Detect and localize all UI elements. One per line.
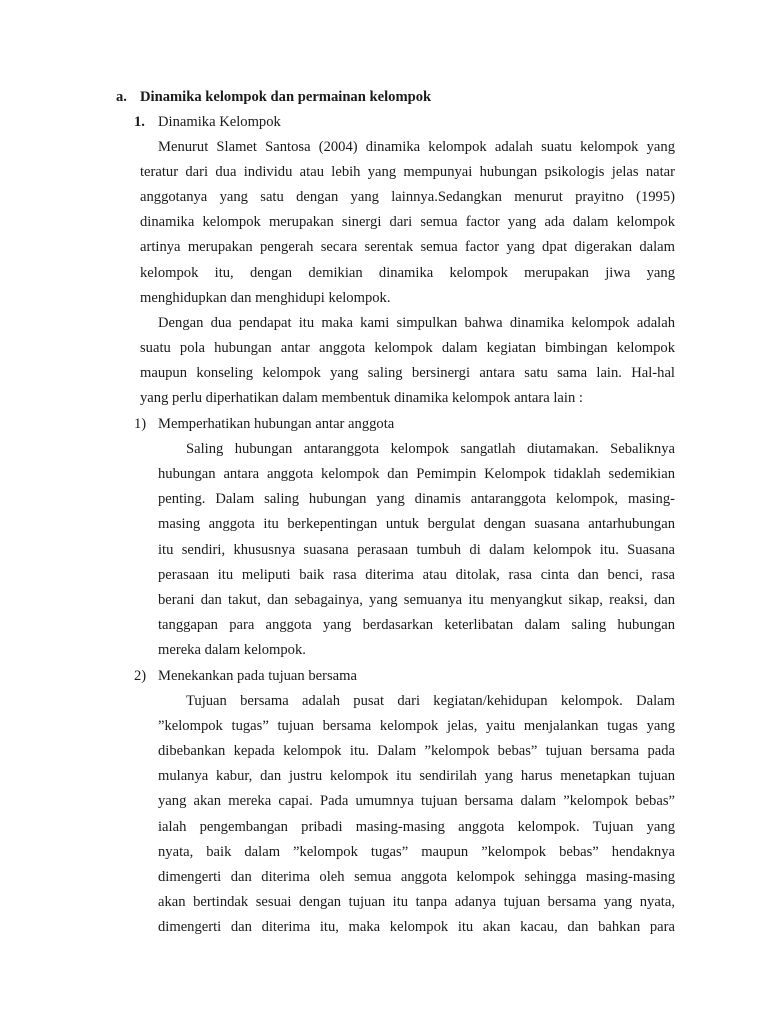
paragraph-line: maupun konseling kelompok yang saling bersinergi antara satu sama lain. Hal-hal	[140, 365, 675, 381]
paragraph-line: yang akan mereka capai. Pada umumnya tujuan bersama dalam ”kelompok bebas”	[158, 793, 675, 809]
paragraph-line: hubungan antara anggota kelompok dan Pemimpin Kelompok tidaklah sedemikian	[158, 466, 675, 482]
paragraph-line: anggotanya yang satu dengan yang lainnya.Sedangkan menurut prayitno (1995)	[140, 189, 675, 205]
paragraph-line: Dengan dua pendapat itu maka kami simpulkan bahwa dinamika kelompok adalah	[158, 315, 675, 331]
paragraph-line: yang perlu diperhatikan dalam membentuk dinamika kelompok antara lain :	[140, 390, 583, 406]
paragraph-line: kelompok itu, dengan demikian dinamika kelompok merupakan jiwa yang	[140, 265, 675, 281]
paragraph-line: itu sendiri, khususnya suasana perasaan tumbuh di dalam kelompok itu. Suasana	[158, 542, 675, 558]
subsection-title: Dinamika Kelompok	[158, 114, 281, 130]
paragraph-line: Menurut Slamet Santosa (2004) dinamika kelompok adalah suatu kelompok yang	[158, 139, 675, 155]
paragraph-line: teratur dari dua individu atau lebih yang mempunyai hubungan psikologis jelas natar	[140, 164, 675, 180]
paragraph-line: dimengerti dan diterima oleh semua anggota kelompok sehingga masing-masing	[158, 869, 675, 885]
paragraph-line: ialah pengembangan pribadi masing-masing anggota kelompok. Tujuan yang	[158, 819, 675, 835]
list-item-marker: 1)	[134, 416, 147, 432]
paragraph-line: nyata, baik dalam ”kelompok tugas” maupun ”kelompok bebas” hendaknya	[158, 844, 675, 860]
paragraph-line: ”kelompok tugas” tujuan bersama kelompok jelas, yaitu menjalankan tugas yang	[158, 718, 675, 734]
paragraph-line: akan bertindak sesuai dengan tujuan itu tanpa adanya tujuan bersama yang nyata,	[158, 894, 675, 910]
paragraph-line: penting. Dalam saling hubungan yang dinamis antaranggota kelompok, masing-	[158, 491, 675, 507]
paragraph-line: perasaan itu meliputi baik rasa diterima atau ditolak, rasa cinta dan benci, rasa	[158, 567, 675, 583]
paragraph-line: mulanya kabur, dan justru kelompok itu sendirilah yang harus menetapkan tujuan	[158, 768, 675, 784]
subsection-marker: 1.	[134, 114, 145, 130]
section-marker: a.	[116, 89, 127, 105]
list-item-title: Memperhatikan hubungan antar anggota	[158, 416, 395, 432]
paragraph-line: Tujuan bersama adalah pusat dari kegiatan/kehidupan kelompok. Dalam	[186, 693, 675, 709]
section-title: Dinamika kelompok dan permainan kelompok	[140, 89, 432, 105]
paragraph-line: masing anggota itu berkepentingan untuk bergulat dengan suasana antarhubungan	[158, 516, 675, 532]
paragraph-line: berani dan takut, dan sebagainya, yang semuanya itu menyangkut sikap, reaksi, dan	[158, 592, 675, 608]
list-item-title: Menekankan pada tujuan bersama	[158, 668, 357, 684]
paragraph-line: dibebankan kepada kelompok itu. Dalam ”kelompok bebas” tujuan bersama pada	[158, 743, 675, 759]
paragraph-line: Saling hubungan antaranggota kelompok sangatlah diutamakan. Sebaliknya	[186, 441, 675, 457]
paragraph-line: artinya merupakan pengerah secara serentak semua factor yang dpat digerakan dalam	[140, 239, 675, 255]
paragraph-line: menghidupkan dan menghidupi kelompok.	[140, 290, 391, 306]
paragraph-line: mereka dalam kelompok.	[158, 642, 306, 658]
paragraph-line: dinamika kelompok merupakan sinergi dari semua factor yang ada dalam kelompok	[140, 214, 675, 230]
paragraph-line: tanggapan para anggota yang berdasarkan keterlibatan dalam saling hubungan	[158, 617, 675, 633]
list-item-marker: 2)	[134, 668, 147, 684]
paragraph-line: suatu pola hubungan antar anggota kelompok dalam kegiatan bimbingan kelompok	[140, 340, 675, 356]
paragraph-line: dimengerti dan diterima itu, maka kelompok itu akan kacau, dan bahkan para	[158, 919, 675, 935]
